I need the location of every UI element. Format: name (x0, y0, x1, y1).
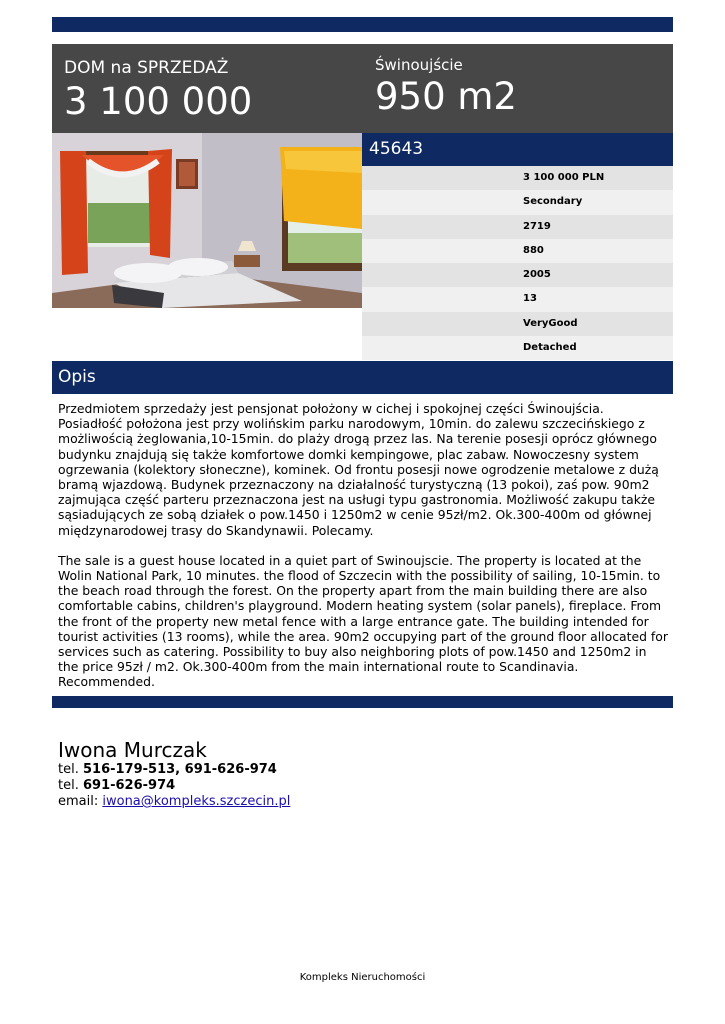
top-accent-bar (52, 17, 673, 32)
listing-header (52, 44, 673, 133)
listing-area: 950 m2 (375, 75, 517, 118)
spec-value-4: 880 (362, 239, 673, 263)
listing-city: Świnoujście (375, 56, 463, 74)
description-heading-bar (52, 361, 673, 394)
agent-contact (58, 738, 290, 810)
spec-condition: VeryGood (362, 312, 673, 336)
email-link[interactable]: iwona@kompleks.szczecin.pl (102, 794, 291, 809)
spec-price-pln: 3 100 000 PLN (362, 166, 673, 190)
agent-phones: 516-179-513, 691-626-974 (82, 762, 277, 777)
spec-table (362, 166, 673, 360)
email-line (58, 794, 290, 810)
property-photo (52, 133, 362, 308)
listing-price: 3 100 000 (64, 80, 253, 123)
description-heading: Opis (58, 367, 96, 387)
listing-id-bar (362, 133, 673, 166)
email-label: email: (58, 794, 103, 809)
spec-building-type: Detached (362, 336, 673, 360)
agent-phone-2: 691-626-974 (82, 778, 176, 793)
spec-year: 2005 (362, 263, 673, 287)
header-right (375, 56, 517, 119)
bottom-accent-bar (52, 696, 673, 708)
footer-company: Kompleks Nieruchomości (299, 972, 426, 983)
spec-value-3: 2719 (362, 215, 673, 239)
spec-rooms: 13 (362, 287, 673, 311)
listing-id: 45643 (369, 139, 424, 159)
listing-type: DOM na SPRZEDAŻ (64, 58, 229, 78)
header-left (64, 58, 252, 124)
tel-label-1: tel. (58, 762, 83, 777)
description-body (58, 401, 668, 690)
tel-label-2: tel. (58, 778, 83, 793)
agent-name: Iwona Murczak (58, 738, 207, 762)
phone-line-1 (58, 762, 290, 778)
description-polish: Przedmiotem sprzedaży jest pensjonat położony w cichej i spokojnej części Świnoujścia. Posiadłość położona jest przy wolińskim parku narodowym, 10min. do zalewu szczecińskiego z możliwością żeglowania,10-15min. do plaży drogą przez las. Na terenie posesji oprócz głównego budynku znajdują się także komfortowe domki kempingowe, plac zabaw. Nowoczesny system ogrzewania (kolektory słoneczne), kominek. Od frontu posesji nowe ogrodzenie metalowe z dużą bramą wjazdową. Budynek przeznaczony na działalność turystyczną (13 pokoi), zaś pow. 90m2 zajmująca część parteru przeznaczona jest na usługi typu gastronomia. Możliwość zakupu także sąsiadujących ze sobą działek o pow.1450 i 1250m2 w cenie 95zł/m2. Ok.300-400m od głównej międzynarodowej trasy do Skandynawii. Polecamy. (58, 401, 659, 538)
description-english: The sale is a guest house located in a quiet part of Swinoujscie. The property is located at the Wolin National Park, 10 minutes. the flood of Szczecin with the possibility of sailing, 10-15min. to the beach road through the forest. On the property apart from the main building there are also comfortable cabins, children's playground. Modern heating system (solar panels), fireplace. From the front of the property new metal fence with a large entrance gate. The building intended for tourist activities (13 rooms), while the area. 90m2 occupying part of the ground floor allocated for services such as catering. Possibility to buy also neighboring plots of pow.1450 and 1250m2 in the price 95zł / m2. Ok.300-400m from the main international route to Scandinavia. Recommended. (58, 552, 668, 690)
phone-line-2 (58, 778, 290, 794)
spec-market: Secondary (362, 190, 673, 214)
